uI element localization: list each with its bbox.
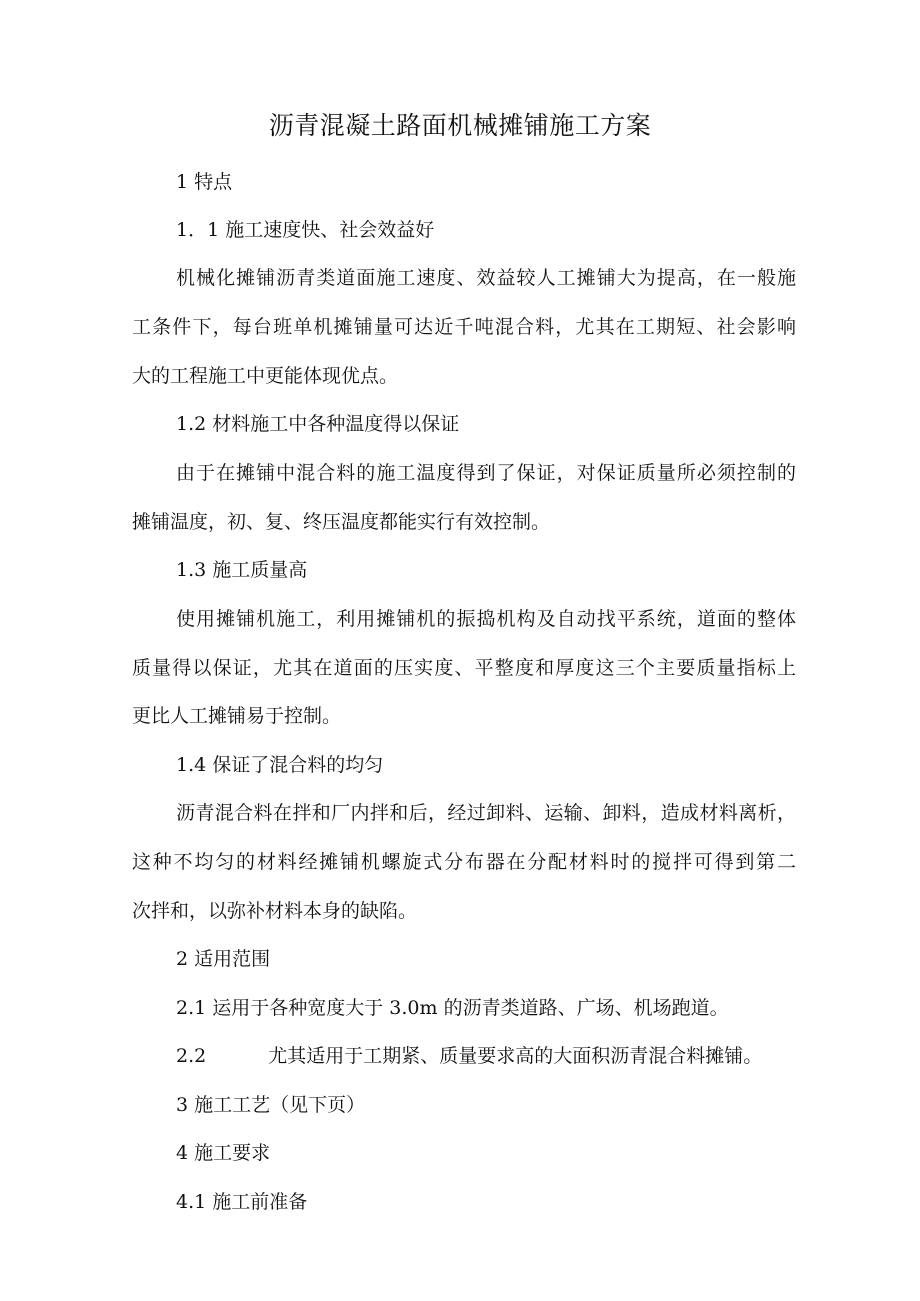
paragraph-1-line-1: 机械化摊铺沥青类道面施工速度、效益较人工摊铺大为提高，在一般施	[176, 267, 796, 289]
document-title: 沥青混凝土路面机械摊铺施工方案	[268, 111, 652, 140]
paragraph-3-line-1: 使用摊铺机施工，利用摊铺机的振捣机构及自动找平系统，道面的整体	[176, 608, 796, 630]
heading-3: 3 施工工艺（见下页）	[176, 1094, 366, 1116]
paragraph-4-line-3: 次拌和，以弥补材料本身的缺陷。	[132, 900, 418, 922]
heading-4: 4 施工要求	[176, 1142, 271, 1164]
paragraph-1-line-2: 工条件下，每台班单机摊铺量可达近千吨混合料，尤其在工期短、社会影响	[132, 316, 796, 338]
paragraph-4-line-1: 沥青混合料在拌和厂内拌和后，经过卸料、运输、卸料，造成材料离析，	[176, 802, 796, 824]
paragraph-3-line-3: 更比人工摊铺易于控制。	[132, 705, 342, 727]
heading-2: 2 适用范围	[176, 948, 271, 970]
paragraph-1-line-3: 大的工程施工中更能体现优点。	[132, 365, 399, 387]
heading-1-1: 1．1 施工速度快、社会效益好	[176, 219, 435, 241]
item-2-2-number: 2.2	[176, 1045, 207, 1067]
item-2-2-text: 尤其适用于工期紧、质量要求高的大面积沥青混合料摊铺。	[268, 1045, 763, 1067]
heading-1-2: 1.2 材料施工中各种温度得以保证	[176, 413, 460, 435]
heading-4-1: 4.1 施工前准备	[176, 1191, 308, 1213]
item-2-2	[176, 1042, 762, 1070]
heading-1-4: 1.4 保证了混合料的均匀	[176, 754, 384, 776]
paragraph-2-line-1: 由于在摊铺中混合料的施工温度得到了保证，对保证质量所必须控制的	[176, 462, 796, 484]
item-2-1: 2.1 运用于各种宽度大于 3.0m 的沥青类道路、广场、机场跑道。	[176, 997, 729, 1019]
paragraph-4-line-2: 这种不均匀的材料经摊铺机螺旋式分布器在分配材料时的搅拌可得到第二	[132, 851, 796, 873]
heading-1: 1 特点	[176, 171, 233, 193]
heading-1-3: 1.3 施工质量高	[176, 559, 308, 581]
paragraph-2-line-2: 摊铺温度，初、复、终压温度都能实行有效控制。	[132, 511, 551, 533]
paragraph-3-line-2: 质量得以保证，尤其在道面的压实度、平整度和厚度这三个主要质量指标上	[132, 657, 796, 679]
